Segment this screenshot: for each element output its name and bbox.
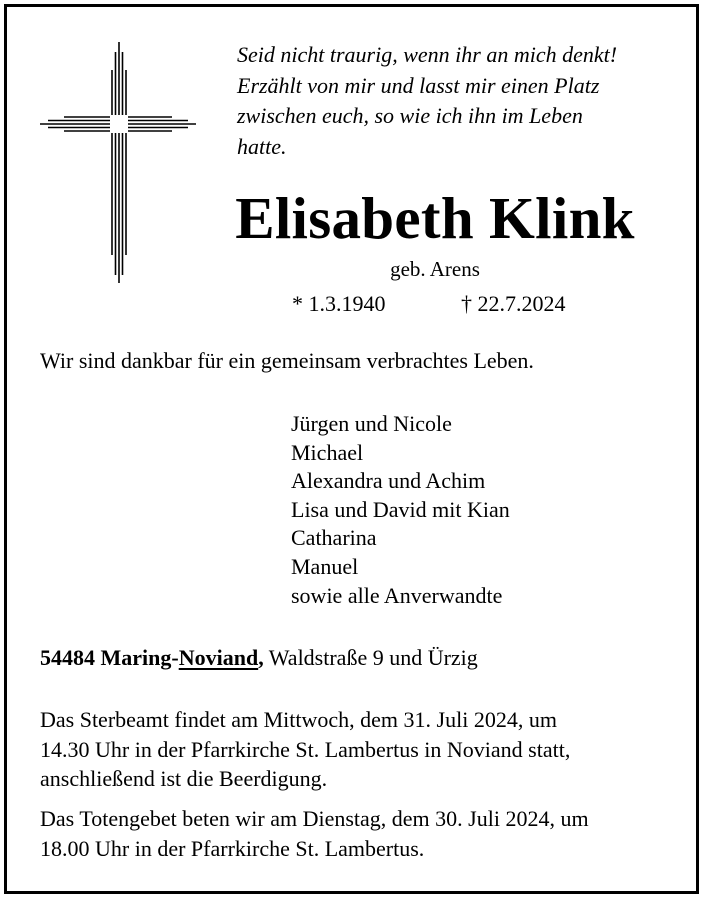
deceased-name: Elisabeth Klink [235,185,635,251]
poem [237,40,617,162]
thanks-text: Wir sind dankbar für ein gemeinsam verbrachtes Leben. [40,348,534,373]
prayer-paragraph [40,804,589,863]
mourner-item: Alexandra und Achim [291,468,486,494]
prayer-line: 18.00 Uhr in der Pfarrkirche St. Lambertus. [40,835,425,861]
mourners-list [291,410,510,610]
funeral-line: 14.30 Uhr in der Pfarrkirche St. Lambertus in Noviand statt, [40,736,571,762]
address-location [40,645,264,670]
mourner-item: Lisa und David mit Kian [291,496,510,522]
place-underlined: Noviand [178,645,259,670]
poem-line: hatte. [237,133,287,159]
maiden-name: geb. Arens [390,257,480,281]
postal-code: 54484 [40,645,95,670]
mourner-item: Catharina [291,525,377,551]
poem-line: zwischen euch, so wie ich ihn im Leben [237,103,583,128]
mourner-item: sowie alle Anverwandte [291,582,503,608]
address-comma: , [258,645,264,670]
mourner-item: Michael [291,439,364,465]
funeral-line: anschließend ist die Beerdigung. [40,766,328,791]
cross-icon [38,40,198,285]
mourner-item: Manuel [291,553,359,579]
address-line [40,643,478,673]
funeral-line: Das Sterbeamt findet am Mittwoch, dem 31. Juli 2024, um [40,707,557,732]
mourner-item: Jürgen und Nicole [291,411,452,436]
poem-line: Seid nicht traurig, wenn ihr an mich denkt! [237,42,618,67]
address-street: Waldstraße 9 und Ürzig [268,645,478,670]
death-date: † 22.7.2024 [461,291,566,316]
birth-date: * 1.3.1940 [292,291,386,316]
prayer-line: Das Totengebet beten wir am Dienstag, dem 30. Juli 2024, um [40,806,589,831]
place-prefix: Maring- [100,645,179,670]
poem-line: Erzählt von mir und lasst mir einen Platz [237,72,600,98]
funeral-paragraph [40,705,570,794]
